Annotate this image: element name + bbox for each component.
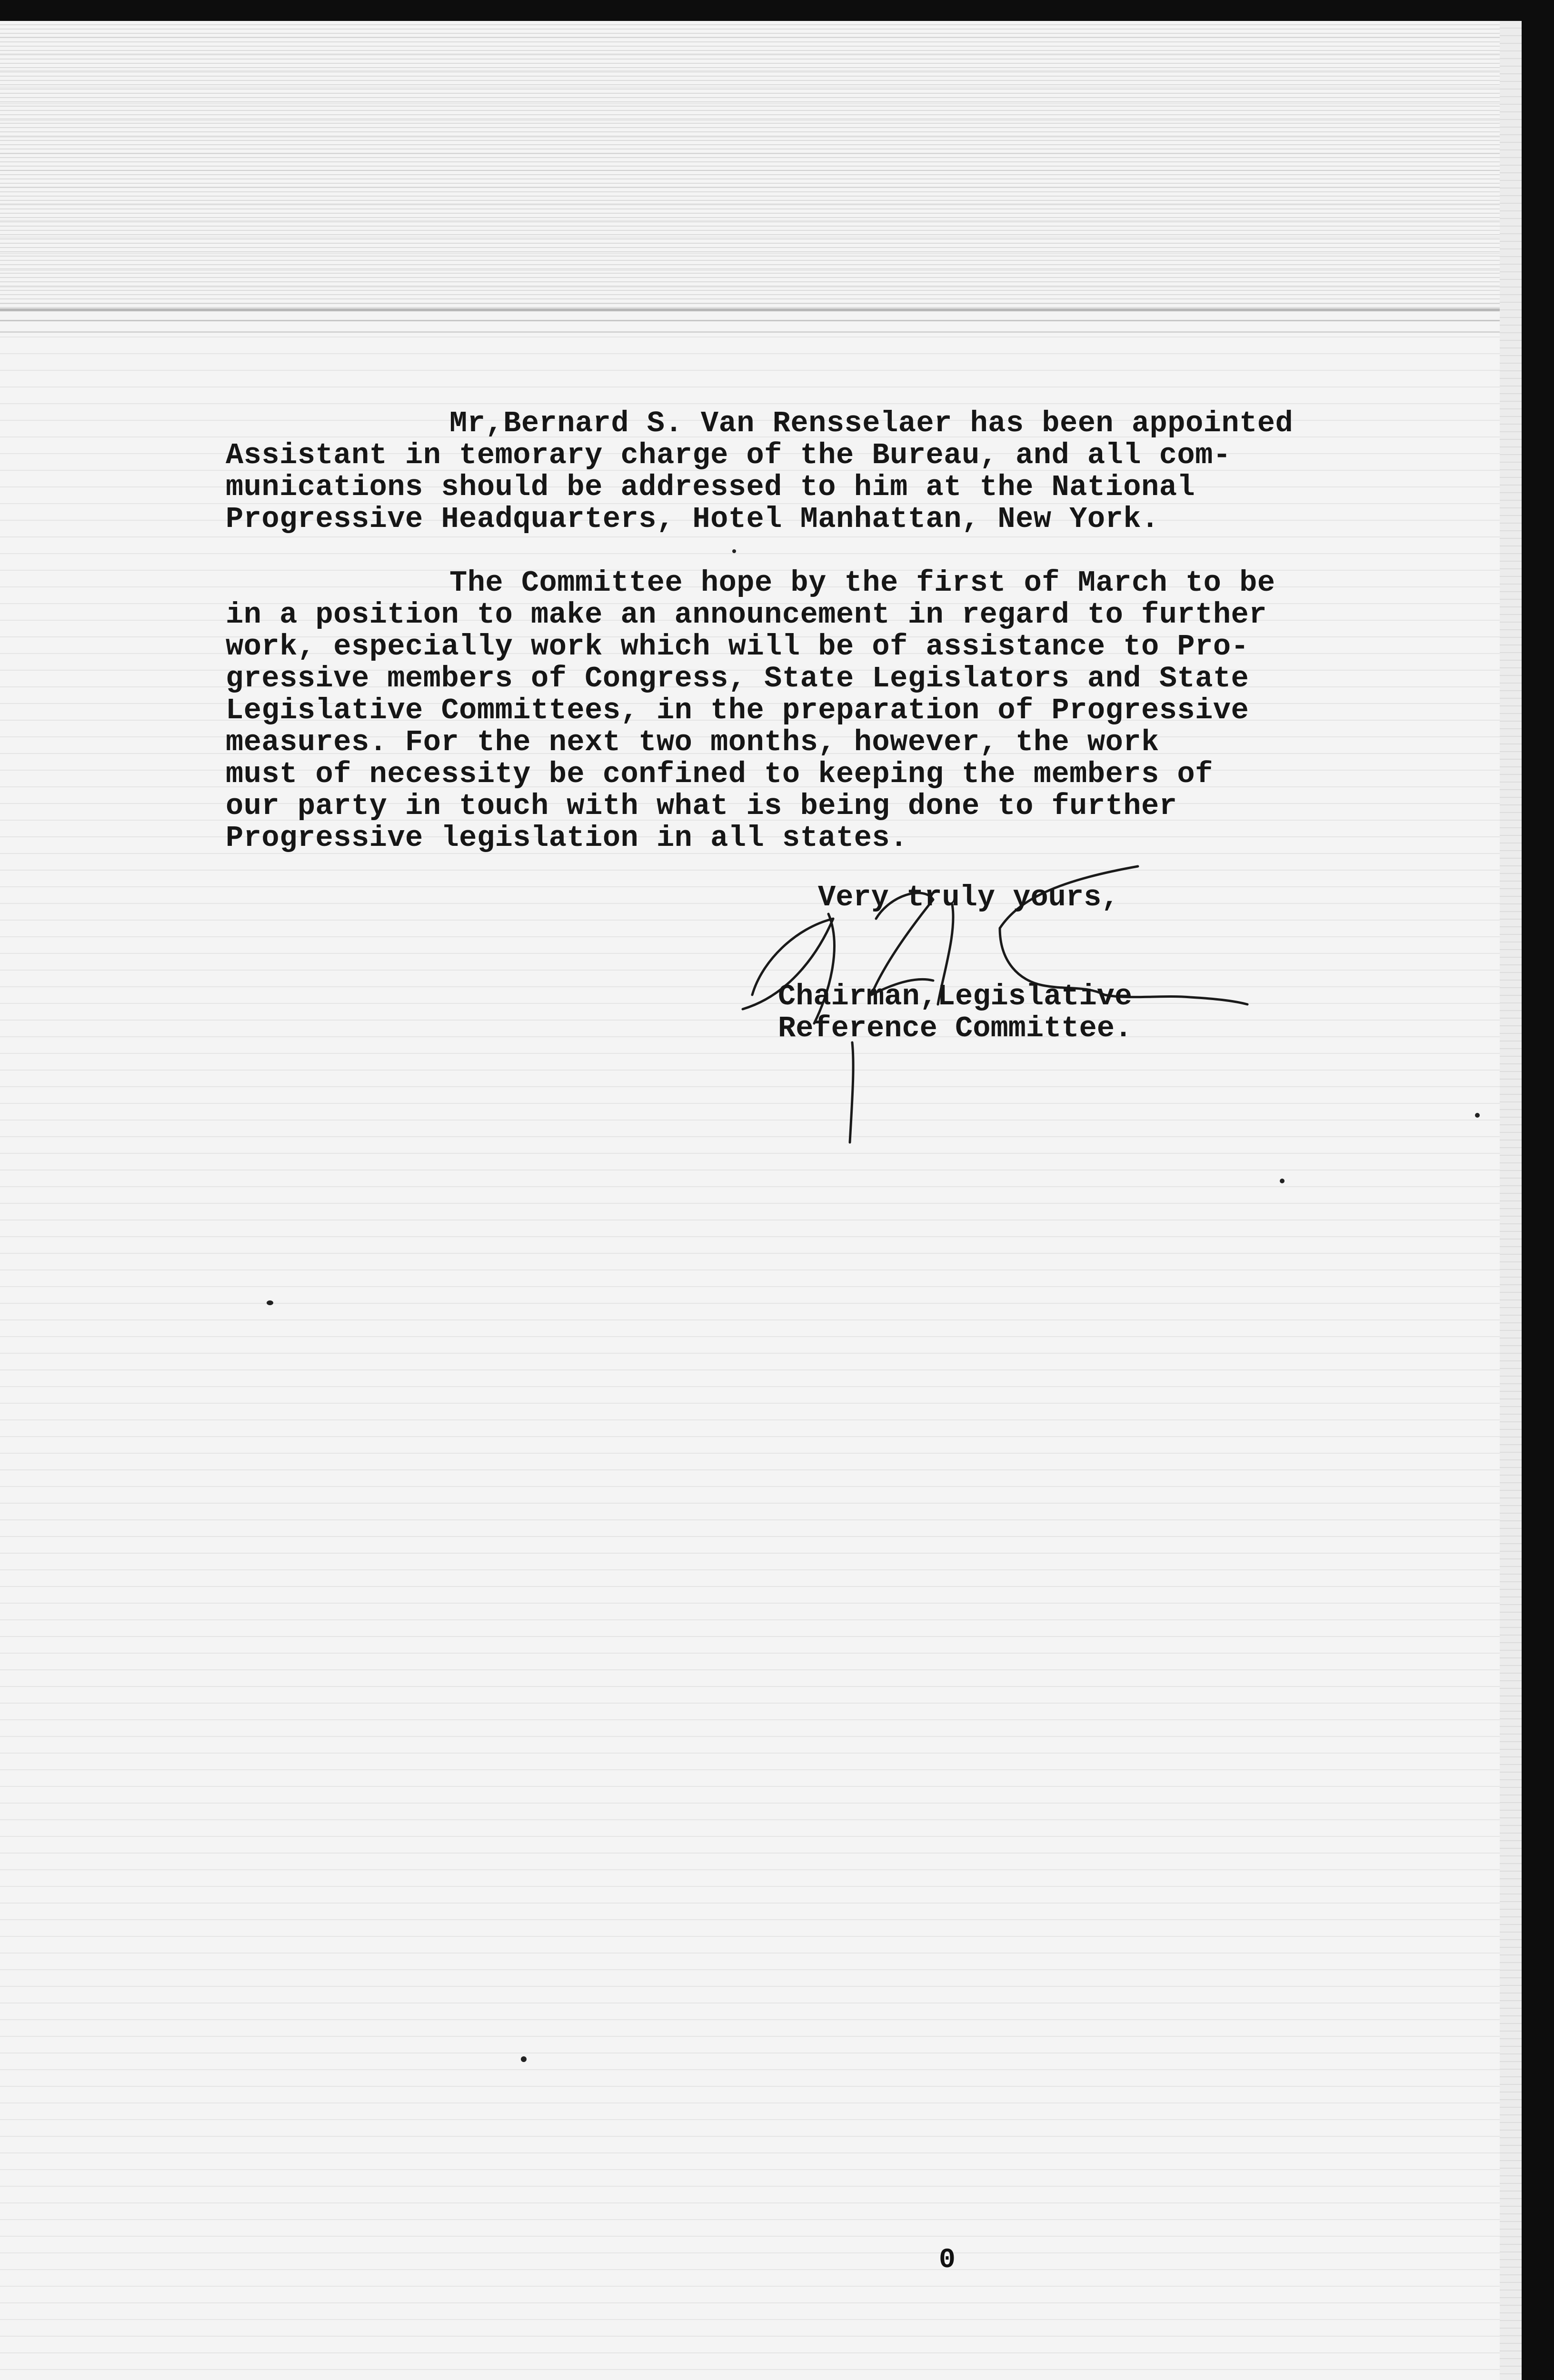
signer-title-line1: Chairman,Legislative <box>778 980 1133 1013</box>
header-rule-faint <box>0 331 1522 333</box>
header-rule-thin <box>0 320 1522 321</box>
paragraph-committee-plans: The Committee hope by the first of March to be in a position to make an announcement in regard to further work, especially work which will be of assistance to Pro- gressive members of Congress, State Legislators and State Legislative Committees, in the preparation of Progressive measures. For the next two months, however, the work must of necessity be confined to keeping the members of our party in touch with what is being done to further Progressive legislation in all states. <box>226 566 1275 855</box>
scan-speck <box>521 2056 527 2062</box>
document-page <box>0 21 1522 2380</box>
scan-edge-strip <box>1500 21 1522 2380</box>
header-rule <box>0 308 1522 311</box>
closing-salutation: Very truly yours, <box>818 881 1119 914</box>
scan-speck <box>732 549 736 553</box>
scan-speck <box>1280 1179 1285 1183</box>
signer-title-line2: Reference Committee. <box>778 1012 1133 1045</box>
header-band <box>0 21 1522 311</box>
letter-body <box>226 407 1321 886</box>
paragraph-appointment: Mr,Bernard S. Van Rensselaer has been appointed Assistant in temorary charge of the Bureau, and all com- munications should be addressed to him at the National Progressive Headquarters, Hotel Manhattan, New York. <box>226 407 1294 536</box>
scan-speck <box>1475 1113 1480 1118</box>
page-mark: 0 <box>939 2245 956 2276</box>
signature-block <box>778 981 1132 1044</box>
scan-speck <box>267 1300 273 1305</box>
